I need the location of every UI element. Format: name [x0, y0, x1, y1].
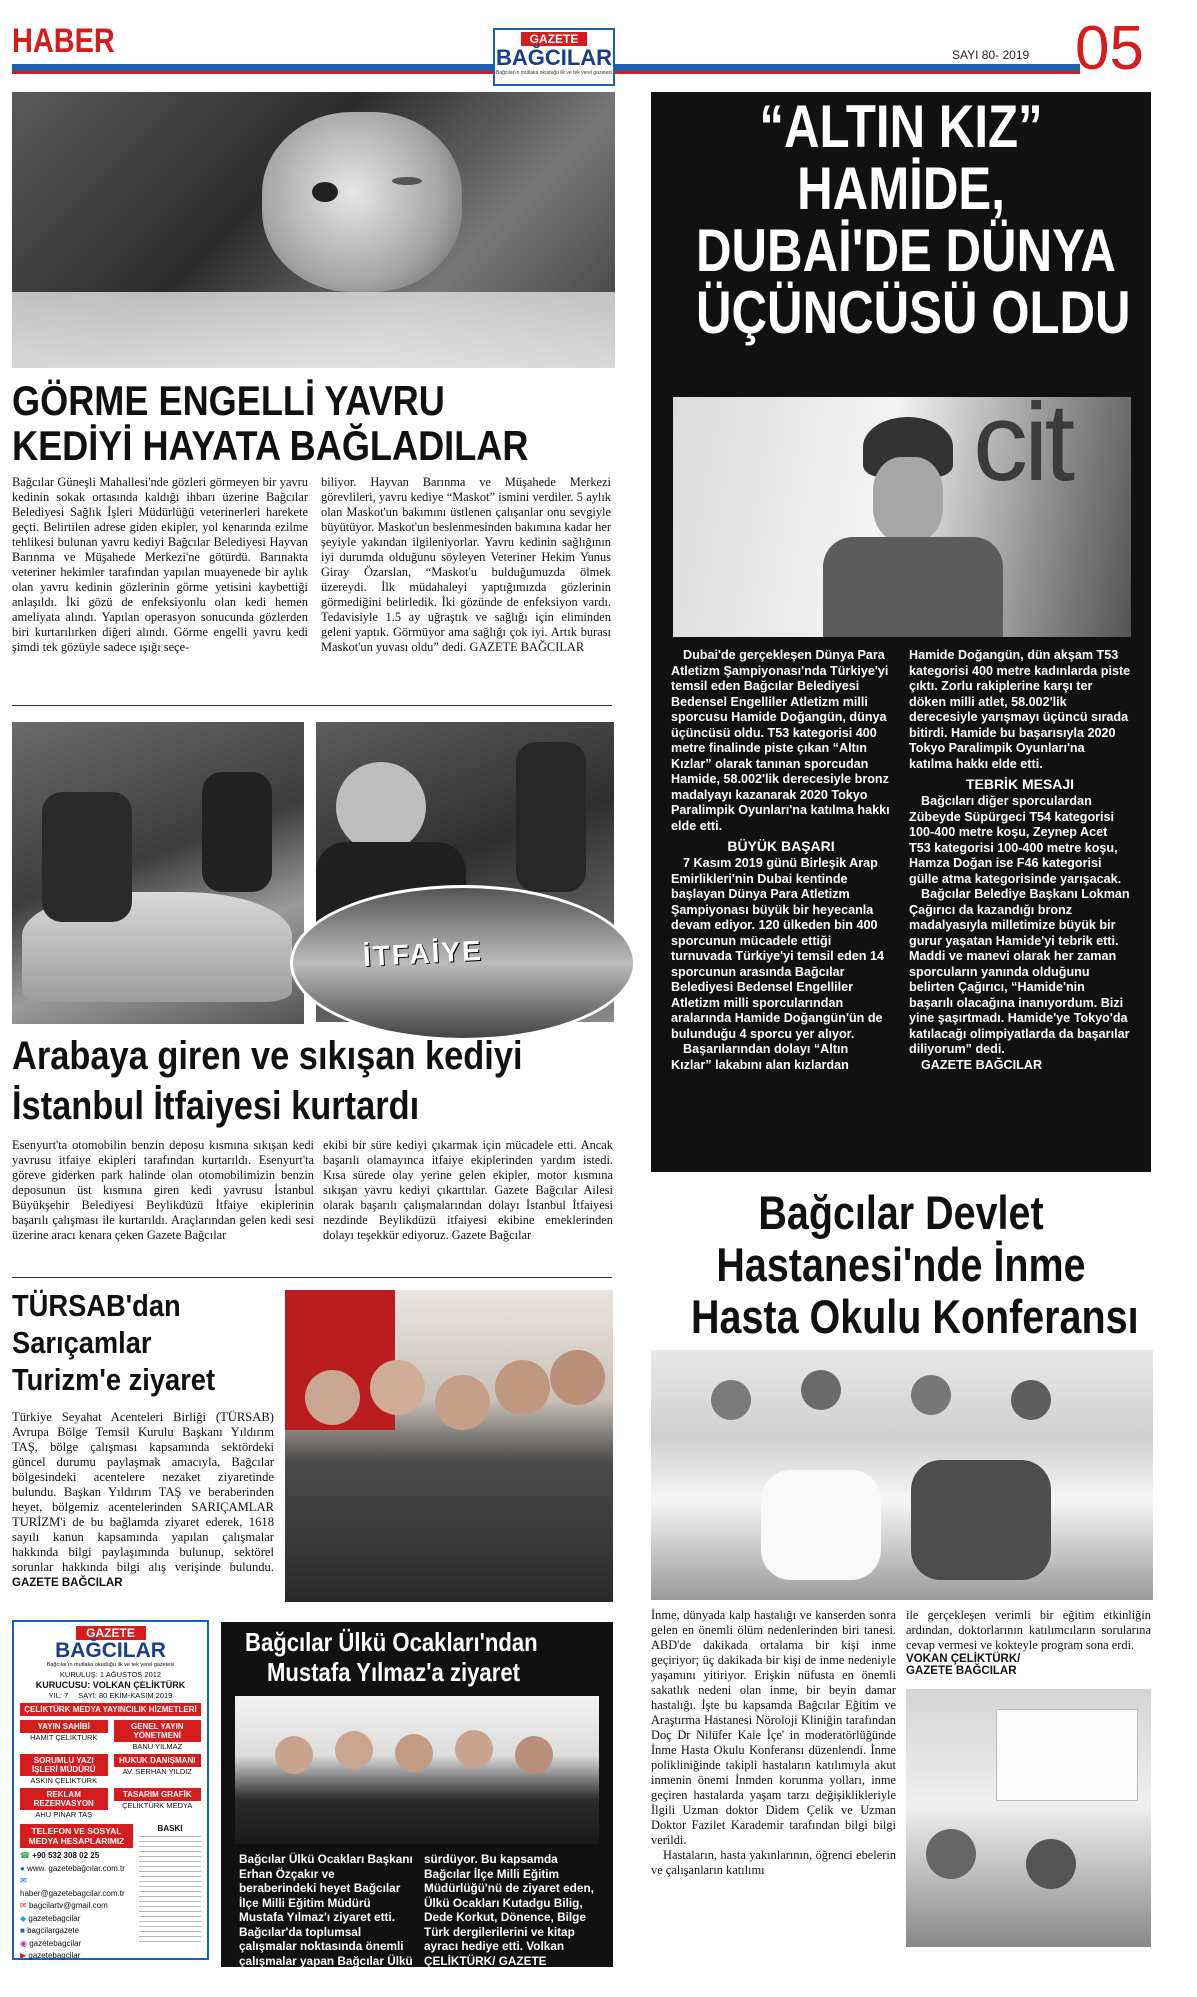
youtube-contact[interactable]: ▶ gazetebagcilar: [20, 1951, 81, 1960]
facebook-icon: ■: [20, 1926, 28, 1935]
tursab-body: [12, 1410, 274, 1591]
phone-contact[interactable]: ☎ +90 532 308 02 25: [20, 1851, 100, 1860]
fine-print-block: [139, 1836, 201, 1946]
twitter-icon: ◆: [20, 1913, 29, 1923]
header-logo-top: GAZETE: [521, 32, 587, 46]
divider: [12, 1277, 612, 1278]
hospital-body-col2: ile gerçekleşen verimli bir eğitim etkinliğin ardından, doktorlarının katılımcıların sorularına cevap vermesi ve kokteyle program sona erdi.: [906, 1608, 1151, 1652]
phone-icon: ☎: [20, 1851, 33, 1860]
hamide-photo: [673, 397, 1131, 637]
ulku-body-col1: Bağcılar Ülkü Ocakları Başkanı Erhan Özçakır ve beraberindeki heyet Bağcılar İlçe Milli Eğitim Müdürü Mustafa Yılmaz'ı ziyaret etti. Bağcılar'da toplumsal çalışmalar noktasında önemli çalışmalar yapan Bağcılar Ülkü Ocakları ilçe protokolü ziyaretlerini: [239, 1852, 413, 1997]
hamide-col1: [671, 648, 891, 1073]
hamide-headline-3: DUBAİ'DE DÜNYA: [696, 217, 1116, 284]
section-label: HABER: [12, 22, 115, 60]
tv-email-contact[interactable]: ✉ bagcilartv@gmail.com: [20, 1901, 108, 1910]
masthead-issue: SAYI: 80 EKİM-KASIM 2019: [78, 1691, 173, 1700]
masthead-role-name: AHU PINAR TAŞ: [35, 1810, 93, 1819]
hospital-col2: [906, 1608, 1151, 1947]
email-contact[interactable]: ✉ haber@gazetebagcilar.com.tr: [20, 1876, 125, 1898]
hospital-headline-1: Bağcılar Devlet: [758, 1186, 1044, 1239]
hospital-photo: [651, 1350, 1153, 1600]
masthead-role-name: ASKIN ÇELİKTÜRK: [30, 1776, 98, 1785]
hamide-col2-a: Hamide Doğangün, dün akşam T53 kategorisi 400 metre kadınlarda piste çıktı. Zorlu rakiplerine karşı ter döken milli atlet, 58.002'lik derecesiyle yarışmayı üçüncü sırada bitirdi. Hamide bu başarısıyla 2020 Tokyo Paralimpik Oyunları'na katılma hakkı elde etti.: [909, 648, 1131, 771]
hospital-body-col1: [651, 1608, 896, 1878]
hospital-signature-1: VOKAN ÇELİKTÜRK/: [906, 1653, 1021, 1665]
firefighter-body-col1: Esenyurt'ta otomobilin benzin deposu kısmına sıkışan kedi yavrusu itfaiye ekipleri tarafından kurtarıldı. Esenyurt'ta göreve giderken park halinde olan otomobilimizin benzin deposunun üst kısmına giren kedi yavrusu İstanbul Büyükşehir Belediyesi Beylikdüzü İtfaiye ekiplerinin başarılı çalışması ile kurtarıldı. Araçlarından gelen kedi sesi üzerine aracı kenara çeken Gazete Bağcılar: [12, 1138, 314, 1242]
instagram-contact[interactable]: ◉ gazetebagcilar: [20, 1938, 82, 1948]
masthead-founded: KURULUŞ: 1 AĞUSTOS 2012: [59, 1670, 162, 1679]
hamide-col2: [909, 648, 1131, 1073]
hamide-col1-a: Dubai'de gerçekleşen Dünya Para Atletizm Şampiyonası'nda Türkiye'yi temsil eden Bağcılar Belediyesi Bedensel Engelliler Atletizm milli sporcusu Hamide Doğangün, dünya üçüncüsü oldu. T53 kategorisi 400 metre finalinde piste çıkan “Altın Kızlar” olarak tanınan sporcudan Hamide, 58.002'lik derecesiyle bronz madalyayı kazanarak 2020 Tokyo Paralimpik Oyunları'na katılma hakkı elde etti.: [671, 648, 890, 833]
masthead-role-title: TASARIM GRAFİK: [114, 1788, 202, 1801]
ulku-headline-1: Bağcılar Ülkü Ocakları'ndan: [245, 1627, 538, 1657]
masthead-role-title: GENEL YAYIN YÖNETMENİ: [114, 1720, 202, 1742]
ulku-headline-2: Mustafa Yılmaz'a ziyaret: [267, 1657, 520, 1687]
masthead-role-title: SORUMLU YAZI İŞLERİ MÜDÜRÜ: [20, 1754, 108, 1776]
masthead-year: YIL: 7: [48, 1691, 69, 1700]
masthead-box: [12, 1620, 209, 1960]
instagram-icon: ◉: [20, 1938, 30, 1948]
hamide-signature: GAZETE BAĞCILAR: [921, 1057, 1043, 1072]
cat-headline-1: GÖRME ENGELLİ YAVRU: [12, 377, 445, 424]
hospital-col1-text: İnme, dünyada kalp hastalığı ve kanserden sonra gelen en önemli ölüm nedenlerinden biri tanesi. ABD'de dakikada ortalama bir kişi inme geçiriyor; üç dakikada bir kişi de inme nedeniyle yaşamını yitiriyor. Erişkin nüfusta en önemli sakatlık nedeni olan inme, bir beyin damar hastalığı. İşte bu kapsamda Bağcılar Eğitim ve Araştırma Hastanesi Nöroloji Kliniğin tarafından Doç Dr Nilüfer Kale İçe' in moderatörlüğünde İnme Hasta Okulu Konferansı düzenlendi. İnme polikliniğinde takipli hastaların katılımıyla akut inmenin önemi İnmden korunma yolları, inme geçiren hastalarda yaşam tarzı değişiklikleriyle İlgili Uzman doktor Didem Çelik ve Uzman Doktor Fazilet Karademir tarafından bilgi bilgi verildi.: [651, 1608, 896, 1847]
masthead-role-name: ÇELİKTÜRK MEDYA: [122, 1801, 193, 1810]
divider: [12, 705, 612, 706]
hospital-col1b-text: Hastaların, hasta yakınlarının, öğrenci ebelerin ve çalışanların katılımı: [651, 1848, 896, 1877]
hospital-headline-2: Hastanesi'nde İnme: [716, 1238, 1086, 1291]
firefighter-headline-1: Arabaya giren ve sıkışan kediyi: [12, 1034, 523, 1078]
masthead-role-name: BANU YILMAZ: [132, 1742, 183, 1751]
hamide-col1-b: 7 Kasım 2019 günü Birleşik Arap Emirlikleri'nin Dubai kentinde başlayan Dünya Para Atletizm Şampiyonası büyük bir heyecanla devam ediyor. 120 ülkeden bin 400 sporcunun mücadele ettiği turnuvada Türkiye'yi temsil eden 14 sporcunun arasında Bağcılar Belediyesi Bedensel Engelliler Atletizm milli sporcularından aralarında Hamide Doğangün'ün de bulunduğu 4 sporcu yer alıyor.: [671, 856, 884, 1041]
header-logo: [493, 28, 615, 86]
firefighter-headline-2: İstanbul İtfaiyesi kurtardı: [12, 1084, 420, 1128]
tursab-body-text: Türkiye Seyahat Acenteleri Birliği (TÜRSAB) Avrupa Bölge Temsil Kurulu Başkanı Yıldırım TAŞ, bölge çalışması kapsamında sektördeki güncel durumu paylaşmak amacıyla, Bağcılar bölgesindeki acentelere nezaket ziyaretinde bulundu. Başkan Yıldırım TAŞ ve beraberinden heyet, bölgemiz acentelerinden SARIÇAMLAR TURİZM'i de bu bağlamda ziyaret ederek, 1618 sayılı kanun kapsamında yapılan çalışmalar hakkında bilgi paylaşımında bulunup, sektörel sorunlar hakkında bilgi alış verişinde bulundu.: [12, 1410, 274, 1574]
tursab-headline-3: Turizm'e ziyaret: [12, 1362, 216, 1397]
tursab-headline-1: TÜRSAB'dan: [12, 1288, 181, 1323]
cat-photo: [12, 92, 615, 368]
ulku-body-col2: sürdüyor. Bu kapsamda Bağcılar İlçe Milli Eğitim Müdürlüğü'nü de ziyaret eden, Ülkü Ocakları Kutadgu Bilig, Dede Korkut, Dönence, Bilge Türk dergilerilerini ve kitap ayracı hediye etti. Volkan ÇELİKTÜRK/ GAZETE BAĞCILAR: [424, 1852, 594, 1982]
ulku-box: [221, 1622, 613, 1997]
masthead-role-title: REKLAM REZERVASYON: [20, 1788, 108, 1810]
facebook-contact[interactable]: ■ bagcilargazete: [20, 1926, 80, 1935]
tursab-signature: GAZETE BAĞCILAR: [12, 1577, 123, 1589]
masthead-social-title: TELEFON VE SOSYAL MEDYA HESAPLARIMIZ: [20, 1824, 133, 1848]
firefighter-body-col2: ekibi bir süre kediyi çıkarmak için mücadele etti. Ancak başarılı olamayınca itfaiye ekiplerinden yardım istedi. Kısa sürede olay yerine gelen ekipler, motor kısmına sıkışan yavru kediyi çıkarttılar. Gazete Bağcılar Ailesi olarak başarılı çalışmalarından dolayı İstanbul İtfaiyesi nezdinde Beylikdüzü itfaiyesi ekibine emeklerinden dolayı teşekkür ediyoruz. Gazete Bağcılar: [323, 1138, 613, 1242]
hamide-col2-c: Bağcılar Belediye Başkanı Lokman Çağırıcı da kazandığı bronz madalyasıyla milletimize büyük bir gurur yaşatan Hamide'yi tebrik etti. Maddi ve manevi olarak her zaman sporcuların yanında olduğunu belirten Çağırıcı, “Hamide'nin başarılı olacağına inanıyordum. Bizi yine şaşırtmadı. Hamide'ye Tokyo'da katılacağı olimpiyatlarda da başarılar diliyorum” dedi.: [909, 887, 1130, 1056]
cat-body-col1: Bağcılar Güneşli Mahallesi'nde gözleri görmeyen bir yavru kedinin sokak ortasında kaldığı ihbarı üzerine Bağcılar Belediyesi Sağlık İşleri Müdürlüğü veterinerleri harekete geçti. Belirtilen adrese giden ekipler, yol kenarında ezilme tehlikesi bulunan yavru kediyi Bağcılar Belediyesi Hayvan Barınma ve Müşahede Merkezi'ne götürdü. Barınakta veteriner hekimler tarafından yapılan muayenede bir aylık olan yavru kedinin gözlerinin görme yetisini kaybettiği anlaşıldı. İki gözü de enfeksiyonlu olan kedi hemen ameliyata alındı. Yapılan operasyon sonucunda gözlerden biri kurtarılırken diğeri alındı. Görme engelli yavru kedi şimdi tek gözüyle sadece ışığı seçe-: [12, 475, 308, 654]
firefighter-photo-left: [12, 722, 304, 1024]
cat-body-col2: biliyor. Hayvan Barınma ve Müşahede Merkezi görevlileri, yavru kediye “Maskot” ismini verdiler. 5 aylık olan Maskot'un bakımını üstlenen çalışanlar onu sevgiyle büyütüyor. Maskot'un beslenmesinden bakımına kadar her şeyiyle yakından ilgileniyorlar. Yavru kedinin sağlığının iyi durumda olduğunu söyleyen Veteriner Hekim Yunus Giray Özarslan, “Maskot'u bulduğumuzda ölmek üzereydi. İlk müdahaleyi yaptığımızda gözlerinin görmediğini belirledik. İki gözünde de enfeksiyon vardı. Tedavisiyle 1.5 ay uğraştık ve sağlığı için eliminden geleni yaptık. Görmüyor ama sağlığı çok iyi. Artık burası Maskot'un yuvası oldu” dedi. GAZETE BAĞCILAR: [321, 475, 611, 654]
hospital-signature-2: GAZETE BAĞCILAR: [906, 1665, 1017, 1677]
cat-headline-2: KEDİYİ HAYATA BAĞLADILAR: [12, 422, 529, 469]
firefighter-truck-inset: [290, 885, 636, 1041]
hamide-box: [651, 92, 1151, 1172]
masthead-logo-main: BAĞCILAR: [55, 1639, 166, 1662]
truck-label: İTFAİYE: [362, 934, 484, 973]
website-contact[interactable]: ● www. gazetebağcılar.com.tr: [20, 1863, 125, 1873]
masthead-services-title: ÇELİKTÜRK MEDYA YAYINCILIK HİZMETLERİ: [20, 1703, 201, 1716]
tursab-photo: [285, 1290, 613, 1602]
hospital-headline-3: Hasta Okulu Konferansı: [691, 1290, 1139, 1343]
masthead-role-name: HAMİT ÇELİKTÜRK: [30, 1733, 98, 1742]
hamide-col2-b: Bağcıları diğer sporculardan Zübeyde Süpürgeci T54 kategorisi 100-400 metre koşu, Zeynep Acet T53 kategorisi 100-400 metre koşu, Hamza Doğan ise F46 kategorisi gülle atma kategorisinde yarışacak.: [909, 794, 1122, 886]
hamide-subhead-2: TEBRİK MESAJI: [965, 776, 1075, 792]
header-logo-tagline: Bağcılar'ın mutlaka okuduğu ilk ve tek yerel gazetesi: [495, 70, 612, 76]
page-number: 05: [1075, 14, 1144, 83]
hamide-headline-2: HAMİDE,: [797, 155, 1005, 222]
hamide-subhead-1: BÜYÜK BAŞARI: [727, 838, 835, 854]
masthead-role-name: AV. SERHAN YILDIZ: [122, 1767, 192, 1776]
masthead-baski: BASKI: [157, 1824, 183, 1833]
masthead-tagline: Bağcılar'ın mutlaka okuduğu ilk ve tek yerel gazetesi: [46, 1662, 175, 1668]
mail-icon: ✉: [20, 1901, 29, 1910]
twitter-contact[interactable]: ◆ gazetebagcilar: [20, 1913, 81, 1923]
masthead-role-title: HUKUK DANIŞMANI: [114, 1754, 202, 1767]
globe-icon: ●: [20, 1863, 28, 1873]
header-logo-main: BAĞCILAR: [495, 45, 613, 70]
hospital-presentation-photo: [906, 1689, 1151, 1947]
issue-label: SAYI 80- 2019: [952, 48, 1030, 62]
mail-icon: ✉: [20, 1876, 27, 1885]
masthead-founder: KURUCUSU: VOLKAN ÇELİKTÜRK: [35, 1680, 186, 1690]
hamide-col1-c: Başarılarından dolayı “Altın Kızlar” lakabını alan kızlardan: [671, 1042, 849, 1072]
tursab-headline-2: Sarıçamlar: [12, 1325, 152, 1360]
masthead-role-title: YAYIN SAHİBİ: [20, 1720, 108, 1733]
masthead-logo-top: GAZETE: [76, 1626, 146, 1640]
youtube-icon: ▶: [20, 1951, 29, 1960]
hamide-photo-text: cit: [973, 397, 1071, 504]
hamide-headline-4: ÜÇÜNCÜSÜ OLDU: [696, 279, 1131, 346]
ulku-photo: [235, 1696, 599, 1844]
hamide-headline-1: “ALTIN KIZ”: [759, 93, 1043, 160]
